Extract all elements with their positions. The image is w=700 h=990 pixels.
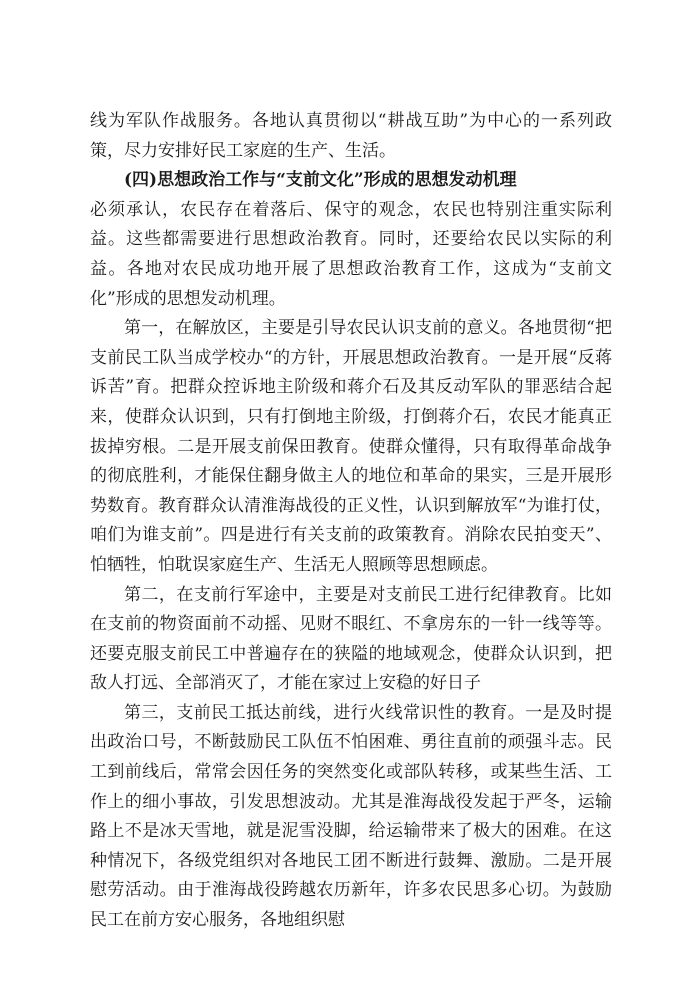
paragraph-continuation: 线为军队作战服务。各地认真贯彻以“耕战互助”为中心的一系列政策，尽力安排好民工家庭的生产、生活。	[90, 111, 612, 161]
paragraph-third: 第三，支前民工抵达前线，进行火线常识性的教育。一是及时提出政治口号，不断鼓励民工队伍不怕困难、勇往直前的顽强斗志。民工到前线后，常常会因任务的突然变化或部队转移，或某些生活、工作上的细小事故，引发思想波动。尤其是淮海战役发起于严冬，运输路上不是冰天雪地，就是泥雪没脚，给运输带来了极大的困难。在这种情况下，各级党组织对各地民工团不断进行鼓舞、激励。二是开展慰劳活动。由于淮海战役跨越农历新年，许多农民思多心切。为鼓励民工在前方安心服务，各地组织慰	[90, 702, 612, 931]
section-heading: (四)思想政治工作与“支前文化”形成的思想发动机理	[124, 170, 517, 191]
paragraph-second: 第二，在支前行军途中，主要是对支前民工进行纪律教育。比如在支前的物资面前不动摇、见财不眼红、不拿房东的一针一线等等。还要克服支前民工中普遍存在的狭隘的地域观念，使群众认识到，把敌人打远、全部消灭了，才能在家过上安稳的好日子	[90, 584, 612, 694]
body-text	[90, 107, 612, 936]
paragraph-first: 第一，在解放区，主要是引导农民认识支前的意义。各地贯彻“把支前民工队当成学校办“的方针，开展思想政治教育。一是开展“反蒋诉苦”育。把群众控诉地主阶级和蒋介石及其反动军队的罪恶结合起来，使群众认识到，只有打倒地主阶级，打倒蒋介石，农民才能真正拔掉穷根。二是开展支前保田教育。使群众懂得，只有取得革命战争的彻底胜利，才能保住翻身做主人的地位和革命的果实，三是开展形势数育。教育群众认清淮海战役的正义性，认识到解放军“为谁打仗，咱们为谁支前”。四是进行有关支前的政策教育。消除农民拍变天”、怕牺牲，怕耽误家庭生产、生活无人照顾等思想顾虑。	[90, 318, 612, 575]
paragraph-intro: 必须承认，农民存在着落后、保守的观念，农民也特别注重实际利益。这些都需要进行思想政治教育。同时，还要给农民以实际的利益。各地对农民成功地开展了思想政治教育工作，这成为“支前文化”形成的思想发动机理。	[90, 199, 612, 309]
